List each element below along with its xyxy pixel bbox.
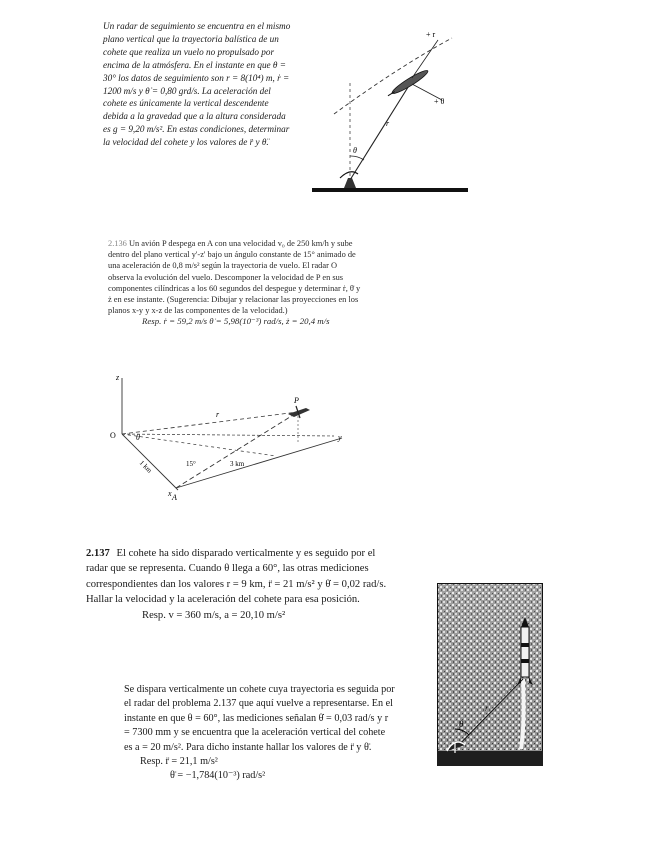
problem-a — [103, 20, 293, 149]
problem-c-number: 2.137 — [86, 548, 110, 559]
radar-antenna-icon — [340, 172, 358, 188]
r-label: r — [216, 410, 220, 419]
projection-line — [122, 434, 276, 456]
distance-label-1: 1 km — [137, 458, 154, 475]
x-axis — [122, 434, 178, 490]
figure-radar-rocket — [300, 18, 470, 200]
point-p-label: P — [294, 396, 299, 405]
angle-label: 15° — [186, 460, 196, 468]
r-label: r — [386, 119, 390, 128]
figure-rocket-launch-photo — [437, 583, 543, 766]
problem-d — [86, 683, 396, 784]
problem-d-answer-2: θ̈ = −1,784(10⁻³) rad/s² — [170, 770, 266, 782]
radar-beam-line — [350, 84, 410, 180]
airplane-icon — [288, 406, 310, 418]
theta-label: θ — [459, 719, 464, 729]
problem-c-text: El cohete ha sido disparado verticalmente y es seguido por el radar que se representa. Cuando θ llega a 60°, las otras mediciones correspondientes dan los valores r = 9 km, r̈ = 21 m/s² y θ̇ = 0,02 rad/s. Hallar la velocidad y la aceleración del cohete para esa posición. — [86, 548, 387, 606]
flight-path — [176, 412, 298, 488]
x-axis-label: x — [168, 489, 172, 498]
problem-b-answer: Resp. ṙ = 59,2 m/s θ̇ = 5,98(10⁻³) rad/s, ż = 20,4 m/s — [142, 316, 330, 327]
line-of-sight-r — [122, 412, 298, 434]
point-a-label: A — [172, 493, 177, 502]
theta-arc — [350, 156, 364, 160]
y-axis-label: y — [338, 433, 342, 442]
y-axis — [122, 434, 334, 436]
z-axis-label: z — [116, 373, 120, 382]
distance-label-2: 3 km — [230, 460, 245, 468]
problem-b-text: Un avión P despega en A con una velocidad v₀ de 250 km/h y sube dentro del plano vertical y'-z' bajo un ángulo constante de 15° animado de una aceleración de 0,8 m/s² según la trayectoria de vuelo. El radar O observa la evolución del vuelo. Descomponer la velocidad de P en sus componentes cilíndricas a los 60 segundos del despegue y determinar ṙ, θ̇ y ż en ese instante. (Sugerencia: Dibujar y relacionar las proyecciones en los planos x-y y x-z de las componentes de la velocidad.) — [108, 239, 361, 316]
problem-b — [108, 238, 364, 328]
r-label: r — [485, 703, 489, 713]
ground-strip — [437, 751, 543, 766]
problem-c-answer: Resp. v = 360 m/s, a = 20,10 m/s² — [142, 609, 286, 621]
plus-theta-label: + θ — [434, 97, 445, 106]
problem-d-text: Se dispara verticalmente un cohete cuya trayectoria es seguida por el radar del problema 2.137 que aquí vuelve a representarse. En el instante en que θ = 60°, las mediciones señalan θ̇ = 0,03 rad/s y r = 7300 mm y se encuentra que la aceleración vertical del cohete es a = 20 m/s². Para dicho instante hallar los valores de r̈ y θ̈. — [124, 684, 395, 753]
problem-d-answer-1: Resp. r̈ = 21,1 m/s² — [140, 756, 218, 768]
problem-b-number: 2.136 — [108, 239, 127, 248]
problem-a-text: Un radar de seguimiento se encuentra en el mismo plano vertical que la trayectoria balística de un cohete que realiza un vuelo no propulsado por encima de la atmósfera. En el instante en que θ = 30° los datos de seguimiento son r = 8(10⁴) m, ṙ = 1200 m/s y θ̇ = 0,80 grd/s. La aceleración del cohete es únicamente la vertical descendente debida a la gravedad que a la altura considerada es g = 9,20 m/s². En estas condiciones, determinar la velocidad del cohete y los valores de r̈ y θ̈. — [103, 21, 291, 148]
rocket-shape — [386, 68, 430, 99]
problem-c-body — [86, 546, 391, 608]
origin-label: O — [110, 431, 116, 440]
theta-label: θ — [353, 146, 357, 155]
plus-r-label: + r — [426, 30, 436, 39]
problem-b-body — [108, 238, 364, 316]
theta-label: θ — [136, 433, 140, 442]
problem-c — [86, 546, 391, 623]
figure-airplane-takeoff — [106, 370, 358, 502]
